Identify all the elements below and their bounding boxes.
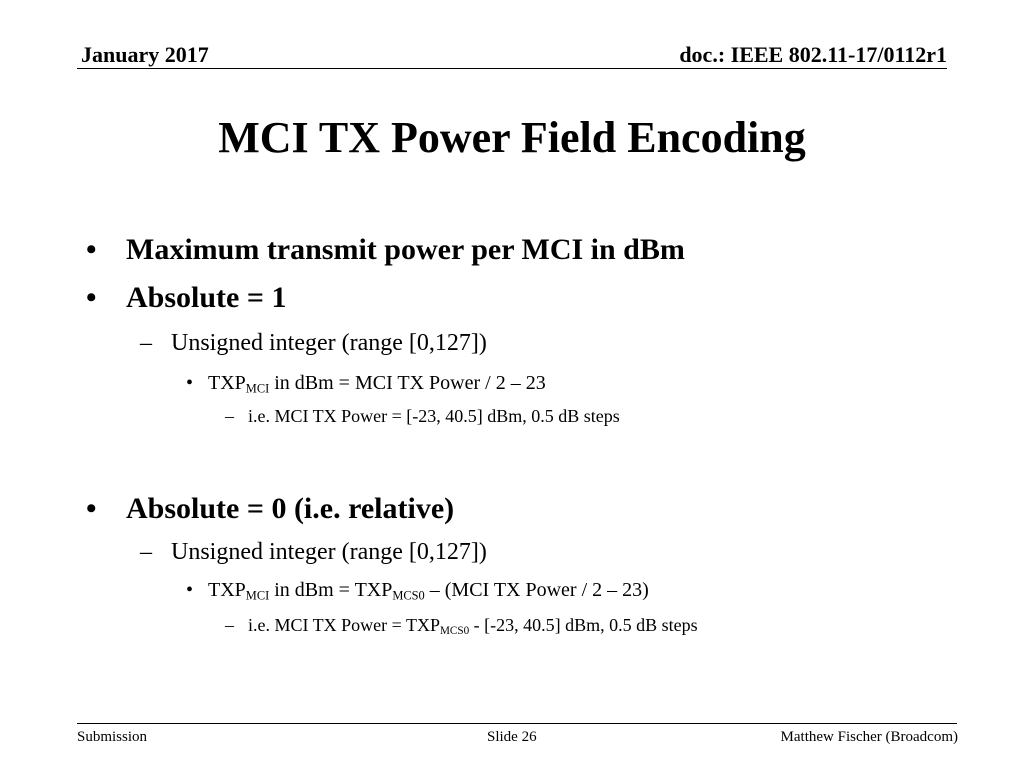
header-doc-id: doc.: IEEE 802.11-17/0112r1 <box>679 42 947 67</box>
bullet-absolute-1: Absolute = 1 <box>126 281 287 314</box>
bullet-max-power: Maximum transmit power per MCI in dBm <box>126 233 685 266</box>
abs1-formula <box>208 371 546 395</box>
formula-end-text: – (MCI TX Power / 2 – 23) <box>424 579 649 601</box>
example-start-text: i.e. MCI TX Power = TXP <box>248 615 440 635</box>
footer-author: Matthew Fischer (Broadcom) <box>780 729 958 745</box>
dash-marker: – <box>140 330 152 356</box>
abs0-unsigned-integer: Unsigned integer (range [0,127]) <box>171 539 487 565</box>
footer-divider <box>77 723 957 724</box>
dash-marker: – <box>225 406 234 426</box>
header-divider <box>77 68 947 69</box>
bullet-marker: • <box>86 492 97 525</box>
formula-text: in dBm = MCI TX Power / 2 – 23 <box>269 372 546 394</box>
slide-title: MCI TX Power Field Encoding <box>218 113 806 162</box>
abs1-example: i.e. MCI TX Power = [-23, 40.5] dBm, 0.5 dB steps <box>248 406 620 426</box>
mci-subscript: MCI <box>245 381 270 396</box>
mcs0-subscript: MCS0 <box>440 625 470 638</box>
abs1-unsigned-integer: Unsigned integer (range [0,127]) <box>171 330 487 356</box>
example-end-text: - [-23, 40.5] dBm, 0.5 dB steps <box>469 615 698 635</box>
formula-mid-text: in dBm = TXP <box>269 579 393 601</box>
abs0-formula <box>208 578 649 602</box>
dash-marker: – <box>140 539 152 565</box>
footer-submission: Submission <box>77 729 148 745</box>
txp-text: TXP <box>208 372 246 394</box>
dash-marker: – <box>225 615 234 635</box>
bullet-marker: • <box>186 579 194 601</box>
bullet-marker: • <box>186 372 194 394</box>
footer-slide-number: Slide 26 <box>487 729 537 745</box>
bullet-marker: • <box>86 233 97 266</box>
txp-text: TXP <box>208 579 246 601</box>
abs0-example <box>248 614 698 636</box>
bullet-marker: • <box>86 281 97 314</box>
header-date: January 2017 <box>81 42 209 67</box>
bullet-absolute-0: Absolute = 0 (i.e. relative) <box>126 492 455 525</box>
mci-subscript: MCI <box>245 588 270 603</box>
mcs0-subscript: MCS0 <box>392 588 425 603</box>
